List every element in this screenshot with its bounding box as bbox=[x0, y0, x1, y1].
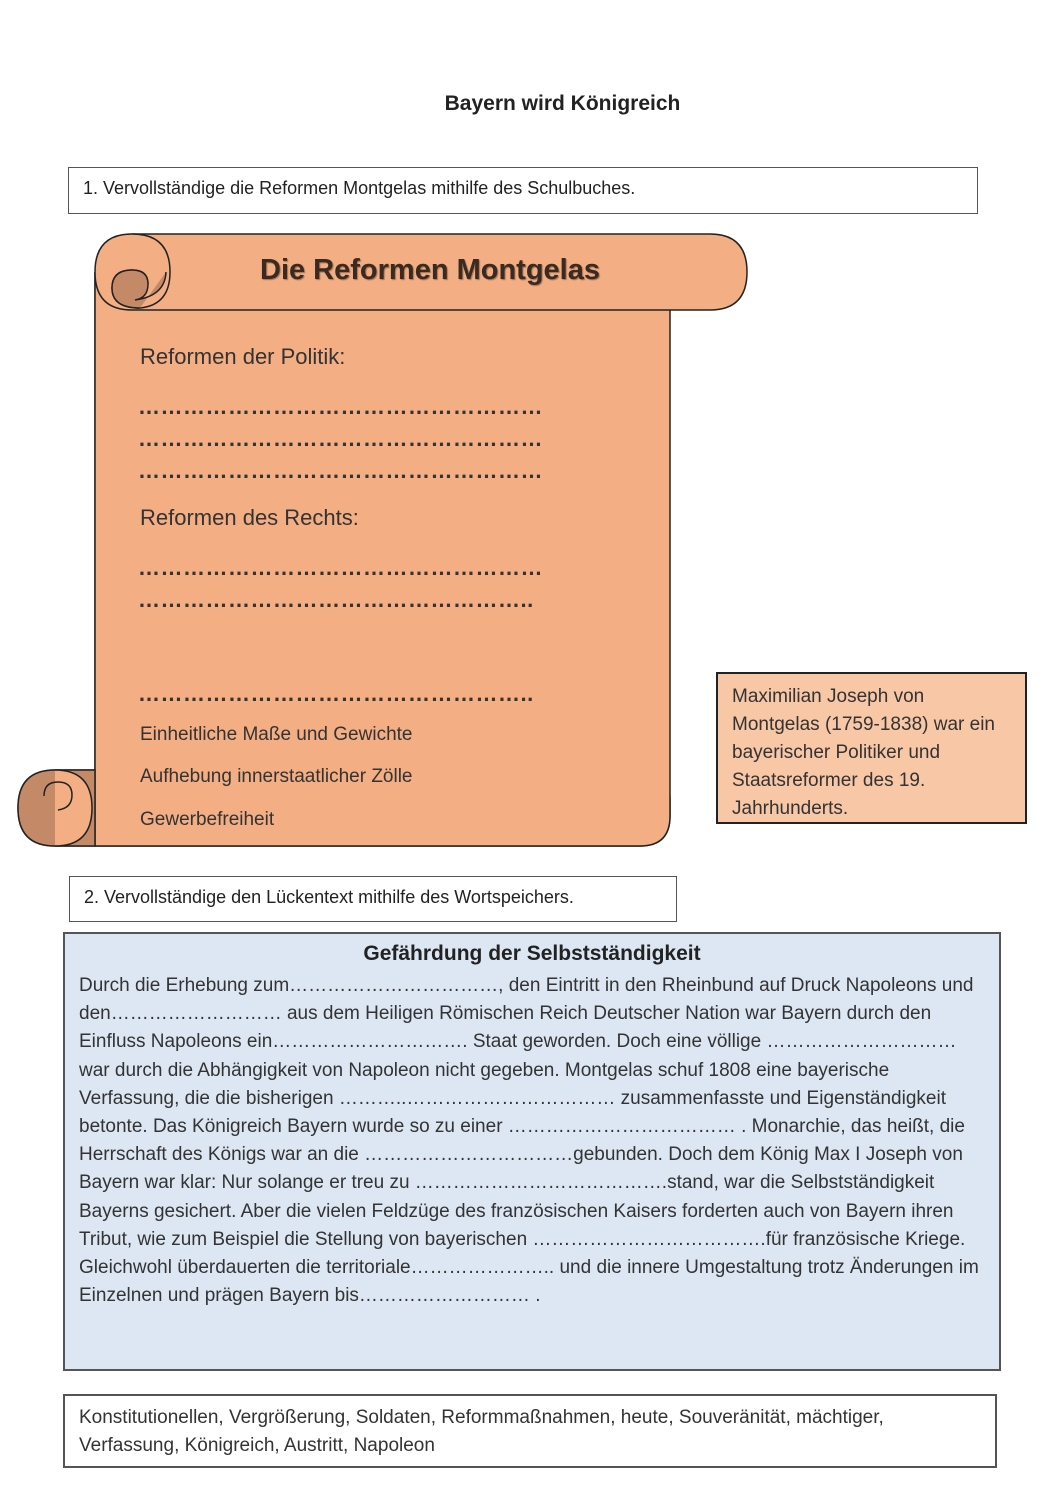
cloze-title: Gefährdung der Selbstständigkeit bbox=[363, 942, 701, 965]
answer-line[interactable]: ……………………………………………… bbox=[138, 555, 543, 580]
section-heading-politik: Reformen der Politik: bbox=[140, 344, 346, 369]
reform-item: Einheitliche Maße und Gewichte bbox=[140, 724, 413, 745]
word-bank-text: Konstitutionellen, Vergrößerung, Soldaten, Reformmaßnahmen, heute, Souveränität, mächtiger, Verfassung, Königreich, Austritt, Napoleon bbox=[79, 1407, 884, 1456]
word-bank bbox=[63, 1394, 997, 1468]
answer-line[interactable]: ……………………………………………… bbox=[138, 458, 543, 483]
reform-item: Aufhebung innerstaatlicher Zölle bbox=[140, 766, 413, 787]
answer-line[interactable]: …………………………………………….. bbox=[138, 681, 534, 706]
answer-line[interactable]: ……………………………………………… bbox=[138, 394, 543, 419]
answer-line[interactable]: ……………………………………………… bbox=[138, 426, 543, 451]
info-box bbox=[716, 672, 1027, 824]
info-text: Maximilian Joseph von Montgelas (1759-1838) war ein bayerischer Politiker und Staatsreformer des 19. Jahrhunderts. bbox=[732, 686, 995, 819]
task-2-box: 2. Vervollständige den Lückentext mithilfe des Wortspeichers. bbox=[69, 876, 677, 922]
cloze-box bbox=[63, 932, 1001, 1371]
cloze-text[interactable]: Durch die Erhebung zum……………………………, den Eintritt in den Rheinbund auf Druck Napoleons und den……………………… aus dem Heiligen Römischen Reich Deutscher Nation war Bayern durch den Einfluss Napoleons ein…………………………. Staat geworden. Doch eine völlige …………………………war durch die Abhängigkeit von Napoleon nicht gegeben. Montgelas schuf 1808 eine bayerische Verfassung, die die bisherigen ………..…………………………… zusammenfasste und Eigenständigkeit betonte. Das Königreich Bayern wurde so zu einer ……………………………… . Monarchie, das heißt, die Herrschaft des Königs war an die ……………………………gebunden. Doch dem König Max I Joseph von Bayern war klar: Nur solange er treu zu ………………………………….stand, war die Selbstständigkeit Bayerns gesichert. Aber die vielen Feldzüge des französischen Kaisers forderten auch von Bayern ihren Tribut, wie zum Beispiel die Stellung von bayerischen ……………………………….für französische Kriege. Gleichwohl überdauerten die territoriale………………….. und die innere Umgestaltung trotz Änderungen im Einzelnen und prägen Bayern bis……………………… . bbox=[79, 975, 979, 1307]
section-heading-rechts: Reformen des Rechts: bbox=[140, 505, 359, 530]
page-title: Bayern wird Königreich bbox=[444, 92, 681, 115]
task-1-box: 1. Vervollständige die Reformen Montgelas mithilfe des Schulbuches. bbox=[68, 167, 978, 214]
scroll-title: Die Reformen Montgelas bbox=[260, 254, 600, 286]
reform-item: Gewerbefreiheit bbox=[140, 809, 275, 830]
answer-line[interactable]: …………………………………………….. bbox=[138, 587, 534, 612]
